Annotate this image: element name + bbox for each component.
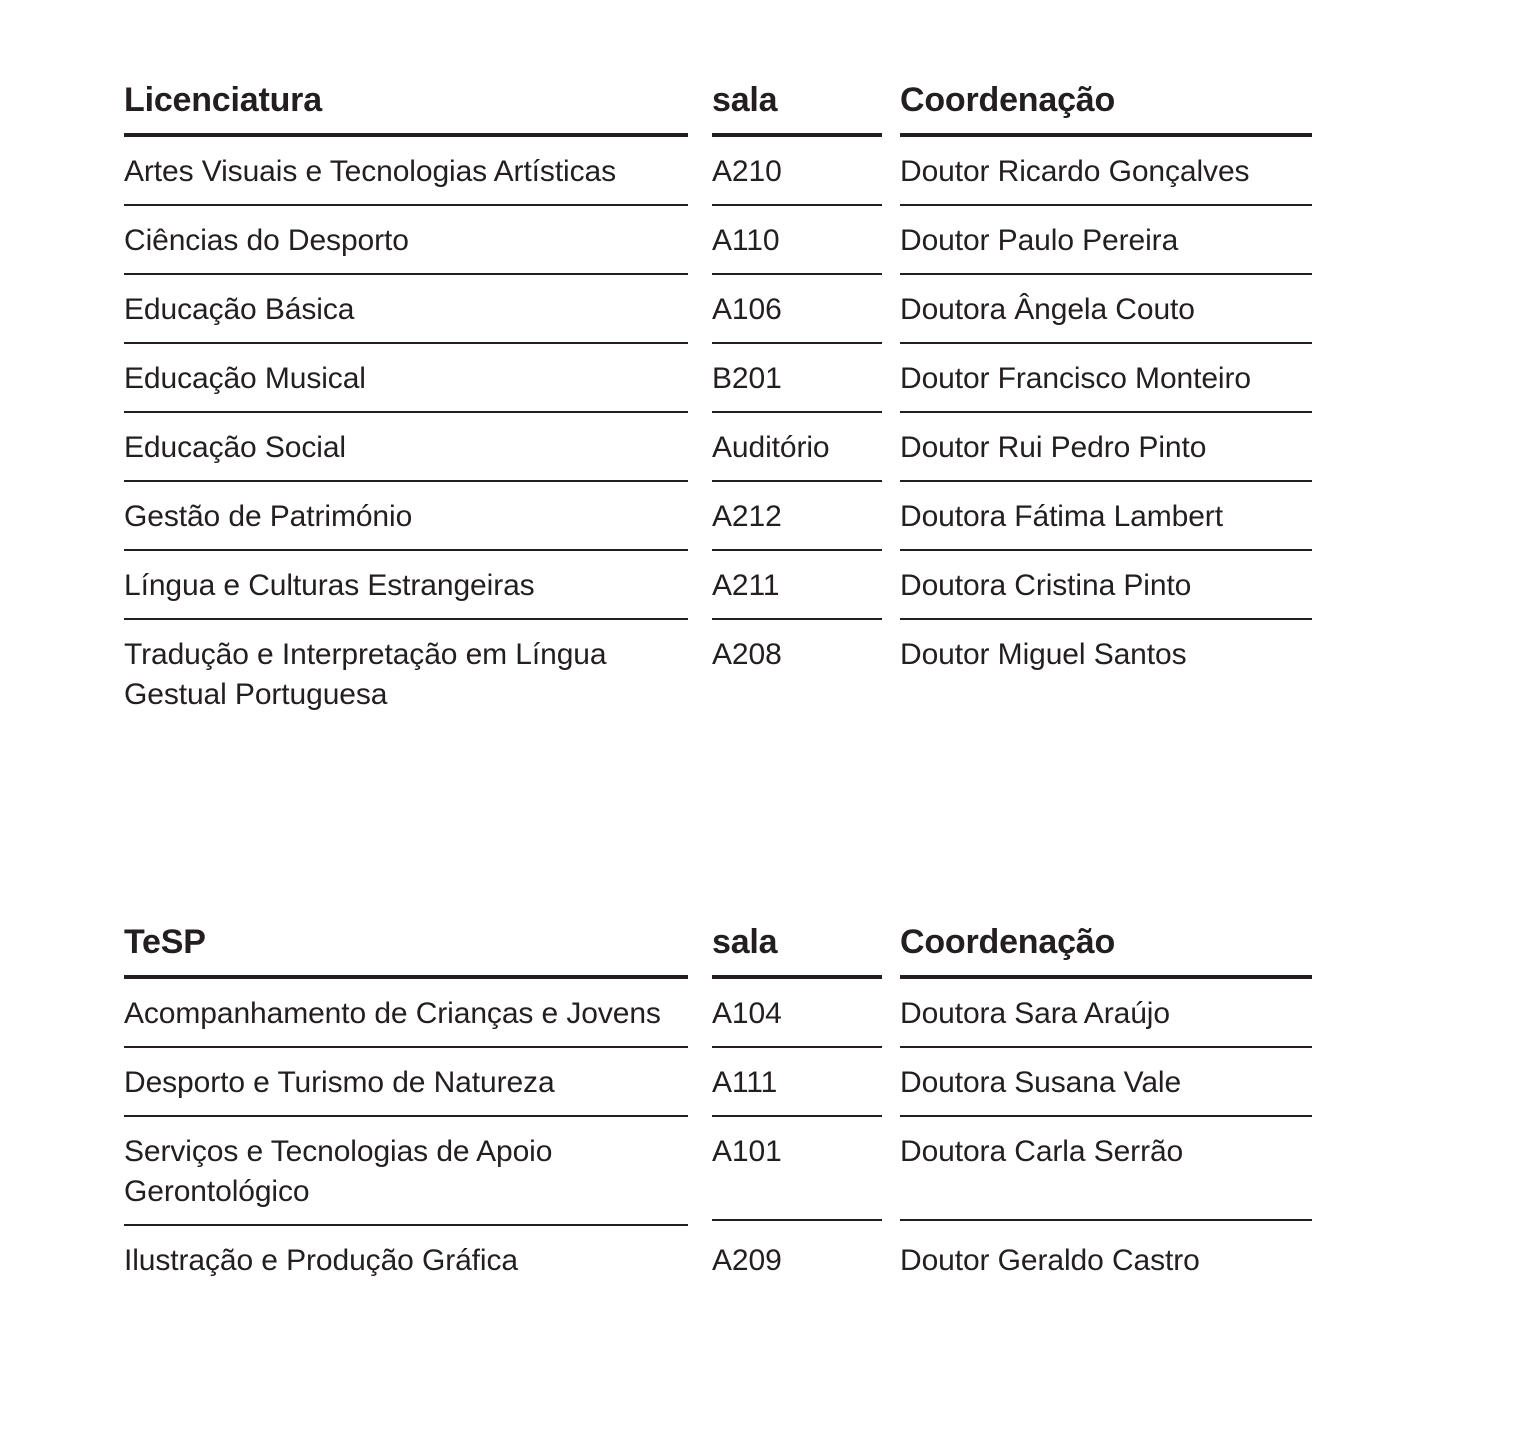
column-header-sala-label: sala <box>712 923 778 961</box>
column-header-coordenacao <box>900 920 1312 979</box>
coordination-label: Doutora Cristina Pinto <box>900 569 1192 602</box>
coordination-cell <box>900 413 1312 482</box>
coordination-cell <box>900 1048 1312 1117</box>
coordination-cell <box>900 206 1312 275</box>
coordination-label: Doutora Ângela Couto <box>900 293 1195 326</box>
course-cell <box>124 275 688 344</box>
room-cell <box>712 482 882 551</box>
course-cell <box>124 137 688 206</box>
licenciatura-table <box>124 78 1324 727</box>
coordination-label: Doutora Fátima Lambert <box>900 500 1223 533</box>
room-label: A110 <box>712 224 780 257</box>
course-cell <box>124 979 688 1048</box>
room-cell <box>712 344 882 413</box>
course-cell <box>124 551 688 620</box>
room-label: A209 <box>712 1244 782 1277</box>
course-label: Desporto e Turismo de Natureza <box>124 1066 555 1099</box>
column-header-sala <box>712 78 882 137</box>
room-label: A101 <box>712 1135 782 1168</box>
coordination-cell <box>900 551 1312 620</box>
coordination-cell <box>900 482 1312 551</box>
table-row <box>124 1117 1324 1226</box>
table-row <box>124 551 1324 620</box>
coordination-label: Doutora Carla Serrão <box>900 1135 1184 1168</box>
table-row <box>124 1226 1324 1293</box>
coordination-label: Doutora Susana Vale <box>900 1066 1182 1099</box>
room-label: B201 <box>712 362 782 395</box>
room-cell <box>712 551 882 620</box>
table-header-row <box>124 920 1324 979</box>
tesp-table <box>124 920 1324 1293</box>
table-row <box>124 344 1324 413</box>
column-header-sala-label: sala <box>712 81 778 119</box>
course-cell <box>124 1048 688 1117</box>
room-label: A208 <box>712 638 782 671</box>
room-cell <box>712 1117 882 1221</box>
coordination-cell <box>900 979 1312 1048</box>
course-label: Gestão de Património <box>124 500 413 533</box>
course-cell <box>124 620 688 727</box>
table-row <box>124 275 1324 344</box>
course-label: Artes Visuais e Tecnologias Artísticas <box>124 155 617 188</box>
room-label: A212 <box>712 500 782 533</box>
coordination-cell <box>900 344 1312 413</box>
room-label: A104 <box>712 997 782 1030</box>
room-cell <box>712 137 882 206</box>
column-header-tesp <box>124 920 688 979</box>
course-cell <box>124 413 688 482</box>
table-row <box>124 620 1324 727</box>
column-header-licenciatura-label: Licenciatura <box>124 81 322 119</box>
table-header-row <box>124 78 1324 137</box>
room-label: A111 <box>712 1066 778 1099</box>
column-header-licenciatura <box>124 78 688 137</box>
coordination-label: Doutor Rui Pedro Pinto <box>900 431 1207 464</box>
coordination-cell <box>900 620 1312 724</box>
course-label: Educação Musical <box>124 362 366 395</box>
coordination-cell <box>900 137 1312 206</box>
course-cell <box>124 344 688 413</box>
room-cell <box>712 1048 882 1117</box>
coordination-label: Doutor Francisco Monteiro <box>900 362 1251 395</box>
room-cell <box>712 620 882 724</box>
column-header-coordenacao-label: Coordenação <box>900 923 1116 961</box>
room-cell <box>712 979 882 1048</box>
course-label: Serviços e Tecnologias de Apoio Gerontológico <box>124 1135 553 1208</box>
coordination-label: Doutor Ricardo Gonçalves <box>900 155 1250 188</box>
coordination-label: Doutor Miguel Santos <box>900 638 1187 671</box>
room-cell <box>712 1226 882 1293</box>
coordination-cell <box>900 275 1312 344</box>
room-label: A211 <box>712 569 780 602</box>
course-label: Educação Social <box>124 431 346 464</box>
course-cell <box>124 1226 688 1293</box>
table-row <box>124 137 1324 206</box>
room-cell <box>712 413 882 482</box>
course-label: Ciências do Desporto <box>124 224 409 257</box>
coordination-label: Doutora Sara Araújo <box>900 997 1170 1030</box>
course-label: Educação Básica <box>124 293 355 326</box>
room-label: A106 <box>712 293 782 326</box>
course-cell <box>124 1117 688 1226</box>
coordination-cell <box>900 1117 1312 1221</box>
course-label: Tradução e Interpretação em Língua Gestual Portuguesa <box>124 638 607 711</box>
room-label: Auditório <box>712 431 830 464</box>
room-label: A210 <box>712 155 782 188</box>
coordination-label: Doutor Paulo Pereira <box>900 224 1179 257</box>
room-cell <box>712 206 882 275</box>
table-row <box>124 413 1324 482</box>
table-row <box>124 979 1324 1048</box>
room-cell <box>712 275 882 344</box>
table-row <box>124 482 1324 551</box>
column-header-tesp-label: TeSP <box>124 923 206 961</box>
course-label: Acompanhamento de Crianças e Jovens <box>124 997 661 1030</box>
column-header-coordenacao <box>900 78 1312 137</box>
table-row <box>124 206 1324 275</box>
column-header-coordenacao-label: Coordenação <box>900 81 1116 119</box>
coordination-cell <box>900 1226 1312 1293</box>
course-label: Ilustração e Produção Gráfica <box>124 1244 518 1277</box>
table-row <box>124 1048 1324 1117</box>
coordination-label: Doutor Geraldo Castro <box>900 1244 1200 1277</box>
course-cell <box>124 206 688 275</box>
column-header-sala <box>712 920 882 979</box>
course-cell <box>124 482 688 551</box>
course-label: Língua e Culturas Estrangeiras <box>124 569 535 602</box>
